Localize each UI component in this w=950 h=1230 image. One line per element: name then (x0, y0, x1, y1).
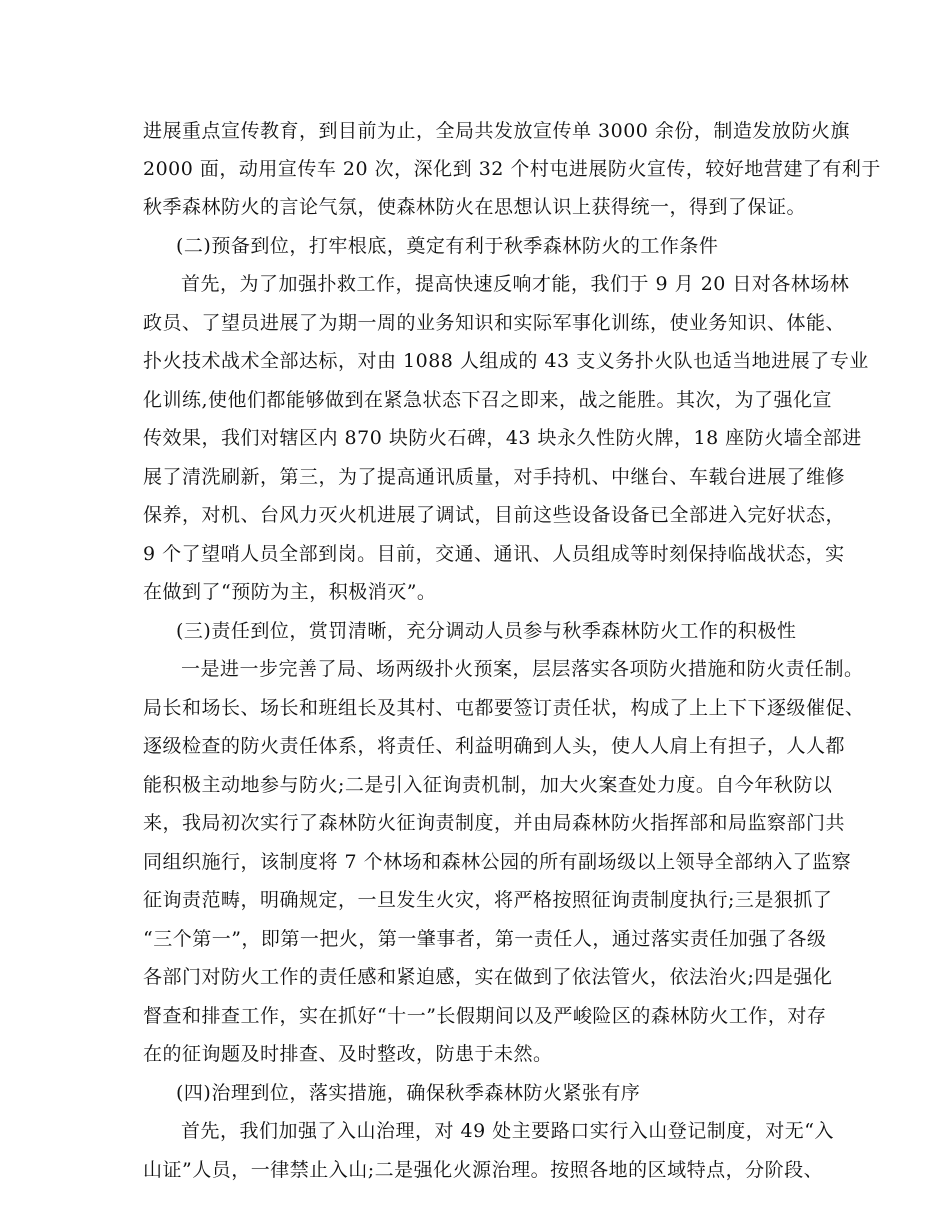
text-line-9: 传效果，我们对辖区内 870 块防火石碑，43 块永久性防火牌，18 座防火墙全部进 (143, 427, 862, 449)
text-line-3: 秋季森林防火的言论气氛，使森林防火在思想认识上获得统一，得到了保证。 (143, 196, 807, 218)
text-line-7: 扑火技术战术全部达标，对由 1088 人组成的 43 支义务扑火队也适当地进展了专业 (143, 350, 869, 372)
text-line-1: 进展重点宣传教育，到目前为止，全局共发放宣传单 3000 余份，制造发放防火旗 (143, 120, 850, 142)
text-line-5: 首先，为了加强扑救工作，提高快速反响才能，我们于 9 月 20 日对各林场林 (181, 273, 850, 295)
text-line-24: 督查和排查工作，实在抓好“十一”长假期间以及严峻险区的森林防火工作，对存 (143, 1005, 827, 1027)
text-line-19: 来，我局初次实行了森林防火征询责制度，并由局森林防火指挥部和局监察部门共 (143, 812, 846, 834)
text-line-2: 2000 面，动用宣传车 20 次，深化到 32 个村屯进展防火宣传，较好地营建了有利于 (143, 158, 881, 180)
text-line-18: 能积极主动地参与防火;二是引入征询责机制，加大火案查处力度。自今年秋防以 (143, 774, 833, 796)
text-line-12: 9 个了望哨人员全部到岗。目前，交通、通讯、人员组成等时刻保持临战状态，实 (143, 543, 845, 565)
text-line-6: 政员、了望员进展了为期一周的业务知识和实际军事化训练，使业务知识、体能、 (143, 312, 846, 334)
section-heading-3: (三)责任到位，赏罚清晰，充分调动人员参与秋季森林防火工作的积极性 (176, 620, 797, 642)
section-heading-4: (四)治理到位，落实措施，确保秋季森林防火紧张有序 (176, 1082, 641, 1104)
text-line-10: 展了清洗刷新，第三，为了提高通讯质量，对手持机、中继台、车载台进展了维修 (143, 466, 846, 488)
text-line-11: 保养，对机、台风力灭火机进展了调试，目前这些设备设备已全部进入完好状态， (143, 504, 846, 526)
text-line-13: 在做到了“预防为主，积极消灭”。 (143, 581, 437, 603)
text-line-27: 首先，我们加强了入山治理，对 49 处主要路口实行入山登记制度，对无“入 (181, 1120, 834, 1142)
text-line-21: 征询责范畴，明确规定，一旦发生火灾，将严格按照征询责制度执行;三是狠抓了 (143, 889, 833, 911)
text-line-23: 各部门对防火工作的责任感和紧迫感，实在做到了依法管火，依法治火;四是强化 (143, 966, 833, 988)
text-line-25: 在的征询题及时排查、及时整改，防患于未然。 (143, 1043, 553, 1065)
text-line-20: 同组织施行，该制度将 7 个林场和森林公园的所有副场级以上领导全部纳入了监察 (143, 851, 852, 873)
section-heading-2: (二)预备到位，打牢根底，奠定有利于秋季森林防火的工作条件 (176, 235, 719, 257)
text-line-22: “三个第一”，即第一把火，第一肇事者，第一责任人，通过落实责任加强了各级 (143, 928, 827, 950)
text-line-8: 化训练,使他们都能够做到在紧急状态下召之即来，战之能胜。其次，为了强化宣 (143, 389, 833, 411)
text-line-15: 一是进一步完善了局、场两级扑火预案，层层落实各项防火措施和防火责任制。 (181, 658, 864, 680)
text-line-16: 局长和场长、场长和班组长及其村、屯都要签订责任状，构成了上上下下逐级催促、 (143, 697, 865, 719)
text-line-17: 逐级检查的防火责任体系，将责任、利益明确到人头，使人人肩上有担子，人人都 (143, 735, 846, 757)
text-line-28: 山证”人员，一律禁止入山;二是强化火源治理。按照各地的区域特点，分阶段、 (143, 1159, 824, 1181)
